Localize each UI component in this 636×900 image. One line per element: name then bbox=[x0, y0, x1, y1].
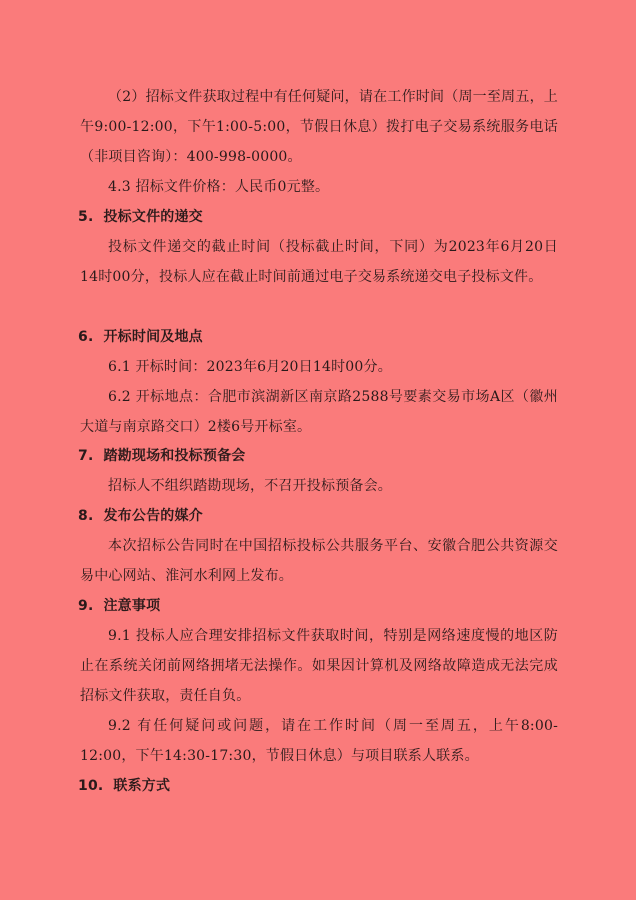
paragraph-text: 6.2 开标地点：合肥市滨湖新区南京路2588号要素交易市场A区（徽州大道与南京路交口）2楼6号开标室。 bbox=[80, 389, 558, 435]
paragraph-text: 投标文件递交的截止时间（投标截止时间，下同）为2023年6月20日14时00分，投标人应在截止时间前通过电子交易系统递交电子投标文件。 bbox=[80, 239, 558, 285]
paragraph-text: 9.2 有任何疑问或问题，请在工作时间（周一至周五，上午8:00-12:00，下午14:30-17:30，节假日休息）与项目联系人联系。 bbox=[80, 718, 558, 764]
paragraph-text: 6.1 开标时间：2023年6月20日14时00分。 bbox=[108, 359, 392, 375]
heading-number: 10. bbox=[78, 778, 104, 794]
paragraph-opening-time bbox=[80, 352, 558, 382]
heading-title: 踏勘现场和投标预备会 bbox=[103, 448, 246, 464]
section-heading-6 bbox=[78, 322, 556, 352]
heading-title: 注意事项 bbox=[103, 598, 161, 614]
heading-number: 9. bbox=[78, 598, 94, 614]
paragraph-submission bbox=[80, 232, 558, 292]
section-heading-9 bbox=[78, 591, 556, 621]
paragraph-opening-place bbox=[80, 382, 558, 442]
heading-title: 开标时间及地点 bbox=[103, 329, 203, 345]
heading-number: 7. bbox=[78, 448, 94, 464]
paragraph-text: 招标人不组织踏勘现场，不召开投标预备会。 bbox=[108, 478, 392, 494]
paragraph-notice-9-1 bbox=[80, 621, 558, 711]
heading-title: 联系方式 bbox=[113, 778, 171, 794]
heading-title: 发布公告的媒介 bbox=[103, 508, 203, 524]
section-heading-5 bbox=[78, 202, 556, 232]
heading-number: 5. bbox=[78, 209, 94, 225]
paragraph-text: （2）招标文件获取过程中有任何疑问，请在工作时间（周一至周五，上午9:00-12:00，下午1:00-5:00，节假日休息）拨打电子交易系统服务电话（非项目咨询）：400-998-0000。 bbox=[80, 89, 558, 165]
paragraph-bid-doc-inquiry bbox=[80, 82, 558, 172]
paragraph-media bbox=[80, 531, 558, 591]
heading-number: 8. bbox=[78, 508, 94, 524]
heading-title: 投标文件的递交 bbox=[103, 209, 203, 225]
paragraph-text: 9.1 投标人应合理安排招标文件获取时间，特别是网络速度慢的地区防止在系统关闭前网络拥堵无法操作。如果因计算机及网络故障造成无法完成招标文件获取，责任自负。 bbox=[80, 628, 558, 704]
section-heading-10 bbox=[78, 771, 556, 801]
section-heading-7 bbox=[78, 441, 556, 471]
paragraph-site-visit bbox=[80, 471, 558, 501]
paragraph-text: 4.3 招标文件价格：人民币0元整。 bbox=[108, 179, 330, 195]
heading-number: 6. bbox=[78, 329, 94, 345]
paragraph-notice-9-2 bbox=[80, 711, 558, 771]
section-heading-8 bbox=[78, 501, 556, 531]
paragraph-text: 本次招标公告同时在中国招标投标公共服务平台、安徽合肥公共资源交易中心网站、淮河水利网上发布。 bbox=[80, 538, 558, 584]
paragraph-bid-doc-price bbox=[80, 172, 558, 202]
